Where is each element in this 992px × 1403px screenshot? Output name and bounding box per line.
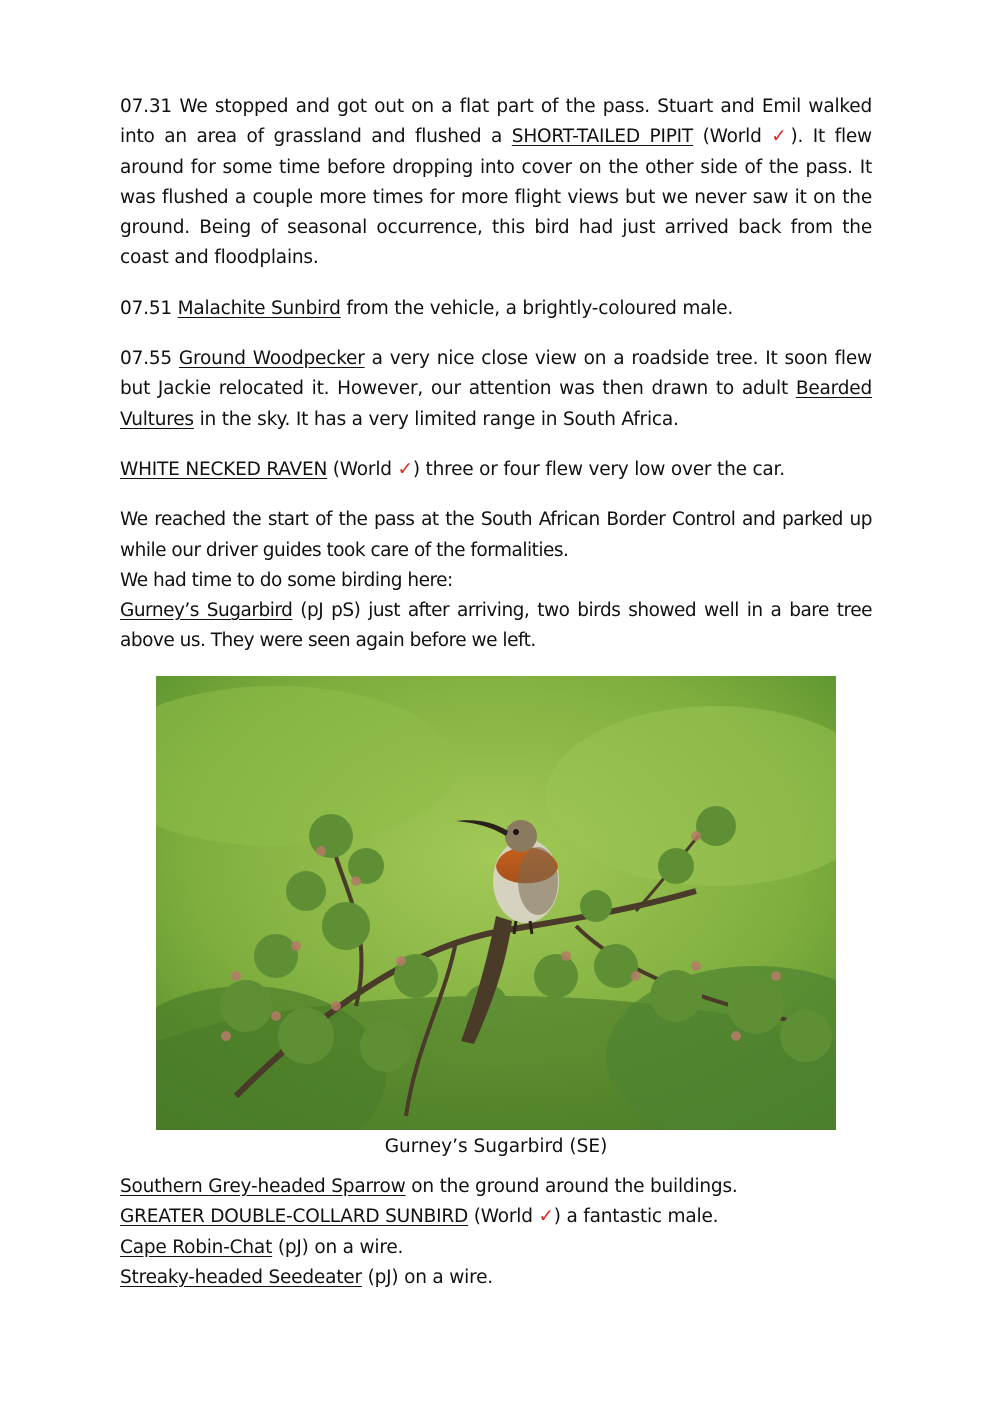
list-item: Streaky-headed Seedeater (pJ) on a wire.: [120, 1266, 493, 1288]
list-item: Cape Robin-Chat (pJ) on a wire.: [120, 1236, 404, 1258]
list-item: Southern Grey-headed Sparrow on the ground around the buildings.: [120, 1176, 738, 1197]
species-greater-double-collard-sunbird: GREATER DOUBLE-COLLARD SUNBIRD: [120, 1206, 469, 1228]
list-item: GREATER DOUBLE-COLLARD SUNBIRD (World ✓) a fantastic male.: [120, 1206, 719, 1228]
paragraph-raven: WHITE NECKED RAVEN (World ✓) three or four flew very low over the car.: [120, 458, 785, 480]
paragraph-border-control: We reached the start of the pass at the South African Border Control and parked up while our driver guides took care of the formalities. We had time to do some birding here: Gurney’s Sugarbird (pJ pS) just after arriving, two birds showed well in a bare tree above us. They were seen again before we left.: [120, 509, 872, 652]
paragraph-0755: 07.55 Ground Woodpecker a very nice close view on a roadside tree. It soon flew but Jackie relocated it. However, our attention was then drawn to adult Bearded Vultures in the sky. It has a very limited range in South Africa.: [120, 348, 872, 430]
species-short-tailed-pipit: SHORT-TAILED PIPIT: [511, 126, 694, 148]
check-icon: ✓: [397, 458, 413, 480]
species-southern-grey-headed-sparrow: Southern Grey-headed Sparrow: [120, 1176, 406, 1197]
photo-caption: Gurney’s Sugarbird (SE): [384, 1136, 608, 1157]
check-icon: ✓: [771, 126, 791, 148]
sugarbird-photo: [156, 676, 836, 1130]
sugarbird-illustration: [156, 676, 836, 1130]
species-malachite-sunbird: Malachite Sunbird: [177, 297, 341, 319]
report-body: [120, 92, 872, 657]
paragraph-0731: 07.31 We stopped and got out on a flat part of the pass. Stuart and Emil walked into an area of grassland and flushed a SHORT-TAILED PIPIT (World ✓). It flew around for some time before dropping into cover on the other side of the pass. It was flushed a couple more times for more flight views but we never saw it on the ground. Being of seasonal occurrence, this bird had just arrived back from the coast and floodplains.: [120, 96, 872, 269]
check-icon: ✓: [538, 1206, 554, 1228]
species-white-necked-raven: WHITE NECKED RAVEN: [120, 458, 328, 480]
species-list: [120, 1172, 872, 1293]
species-cape-robin-chat: Cape Robin-Chat: [120, 1236, 273, 1258]
paragraph-0751: 07.51 Malachite Sunbird from the vehicle, a brightly-coloured male.: [120, 297, 734, 319]
species-ground-woodpecker: Ground Woodpecker: [178, 348, 365, 370]
species-bearded-vultures: Bearded Vultures: [120, 378, 872, 430]
species-gurneys-sugarbird: Gurney’s Sugarbird: [120, 600, 293, 622]
species-streaky-headed-seedeater: Streaky-headed Seedeater: [120, 1266, 362, 1288]
